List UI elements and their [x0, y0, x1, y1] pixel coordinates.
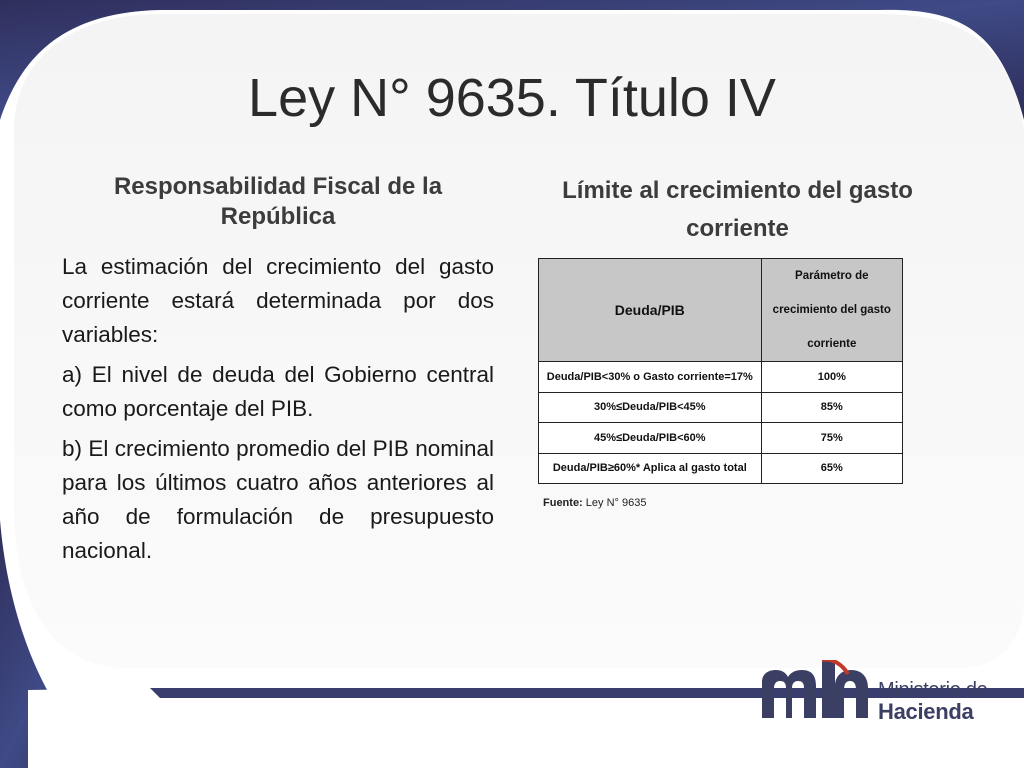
- left-section-heading: Responsabilidad Fiscal de la República: [113, 173, 443, 230]
- logo-line-1: Ministerio de: [878, 679, 988, 701]
- slide-title: Ley N° 9635. Título IV: [248, 68, 776, 128]
- source-label: Fuente:: [543, 497, 583, 509]
- table-cell-parameter: 65%: [761, 453, 902, 484]
- variable-a-paragraph: a) El nivel de deuda del Gobierno central como porcentaje del PIB.: [62, 362, 494, 421]
- table-cell-range: Deuda/PIB≥60%* Aplica al gasto total: [539, 453, 762, 484]
- table-cell-parameter: 100%: [761, 362, 902, 393]
- table-cell-parameter: 75%: [761, 423, 902, 454]
- table-cell-range: 45%≤Deuda/PIB<60%: [539, 423, 762, 454]
- source-note: [543, 497, 646, 509]
- table-row: [539, 453, 903, 484]
- variable-b-paragraph: b) El crecimiento promedio del PIB nominal para los últimos cuatro años anteriores al año de formulación de presupuesto nacional.: [62, 436, 494, 563]
- intro-paragraph: La estimación del crecimiento del gasto corriente estará determinada por dos variables:: [62, 254, 494, 347]
- table-row: [539, 423, 903, 454]
- logo-line-2: Hacienda: [878, 699, 974, 724]
- table-header-row: [539, 259, 903, 362]
- body-text: [62, 250, 494, 574]
- header-parametro: Parámetro de crecimiento del gasto corriente: [761, 259, 902, 362]
- source-value: Ley N° 9635: [582, 497, 647, 509]
- right-section-heading: Límite al crecimiento del gasto corriente: [562, 177, 913, 242]
- table-cell-range: 30%≤Deuda/PIB<45%: [539, 392, 762, 423]
- header-deuda-pib: Deuda/PIB: [539, 259, 762, 362]
- growth-parameter-table: [538, 258, 903, 484]
- table-cell-parameter: 85%: [761, 392, 902, 423]
- table-cell-range: Deuda/PIB<30% o Gasto corriente=17%: [539, 362, 762, 393]
- table-row: [539, 362, 903, 393]
- logo-wordmark: [878, 679, 987, 723]
- table-row: [539, 392, 903, 423]
